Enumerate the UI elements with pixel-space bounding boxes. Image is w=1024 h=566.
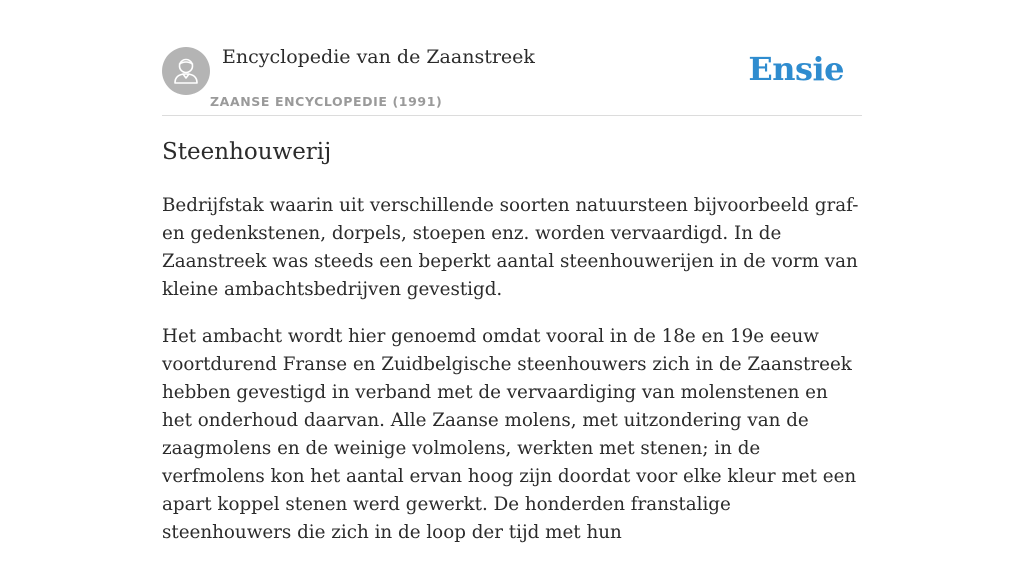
article-title: Steenhouwerij xyxy=(162,139,332,165)
article-paragraph: Het ambacht wordt hier genoemd omdat vooral in de 18e en 19e eeuw voortdurend Franse en Zuidbelgische steenhouwers zich in de Zaanstreek hebben gevestigd in verband met de vervaardiging van molenstenen en het onderhoud daarvan. Alle Zaanse molens, met uitzondering van de zaagmolens en de weinige volmolens, werkten met stenen; in de verfmolens kon het aantal ervan hoog zijn doordat voor elke kleur met een apart koppel stenen werd gewerkt. De honderden franstalige steenhouwers die zich in de loop der tijd met hun xyxy=(162,326,857,543)
article-paragraph: Bedrijfstak waarin uit verschillende soorten natuursteen bijvoorbeeld graf- en gedenkstenen, dorpels, stoepen enz. worden vervaardigd. In de Zaanstreek was steeds een beperkt aantal steenhouwerijen in de vorm van kleine ambachtsbedrijven gevestigd. xyxy=(162,195,859,300)
source-header xyxy=(162,0,862,116)
user-placeholder-icon[interactable] xyxy=(162,47,210,95)
page xyxy=(162,0,862,543)
brand-logo[interactable]: Ensie xyxy=(748,50,844,88)
source-title-link[interactable]: Encyclopedie van de Zaanstreek xyxy=(222,46,535,68)
article-body xyxy=(162,192,862,566)
source-subtitle: ZAANSE ENCYCLOPEDIE (1991) xyxy=(210,94,443,109)
